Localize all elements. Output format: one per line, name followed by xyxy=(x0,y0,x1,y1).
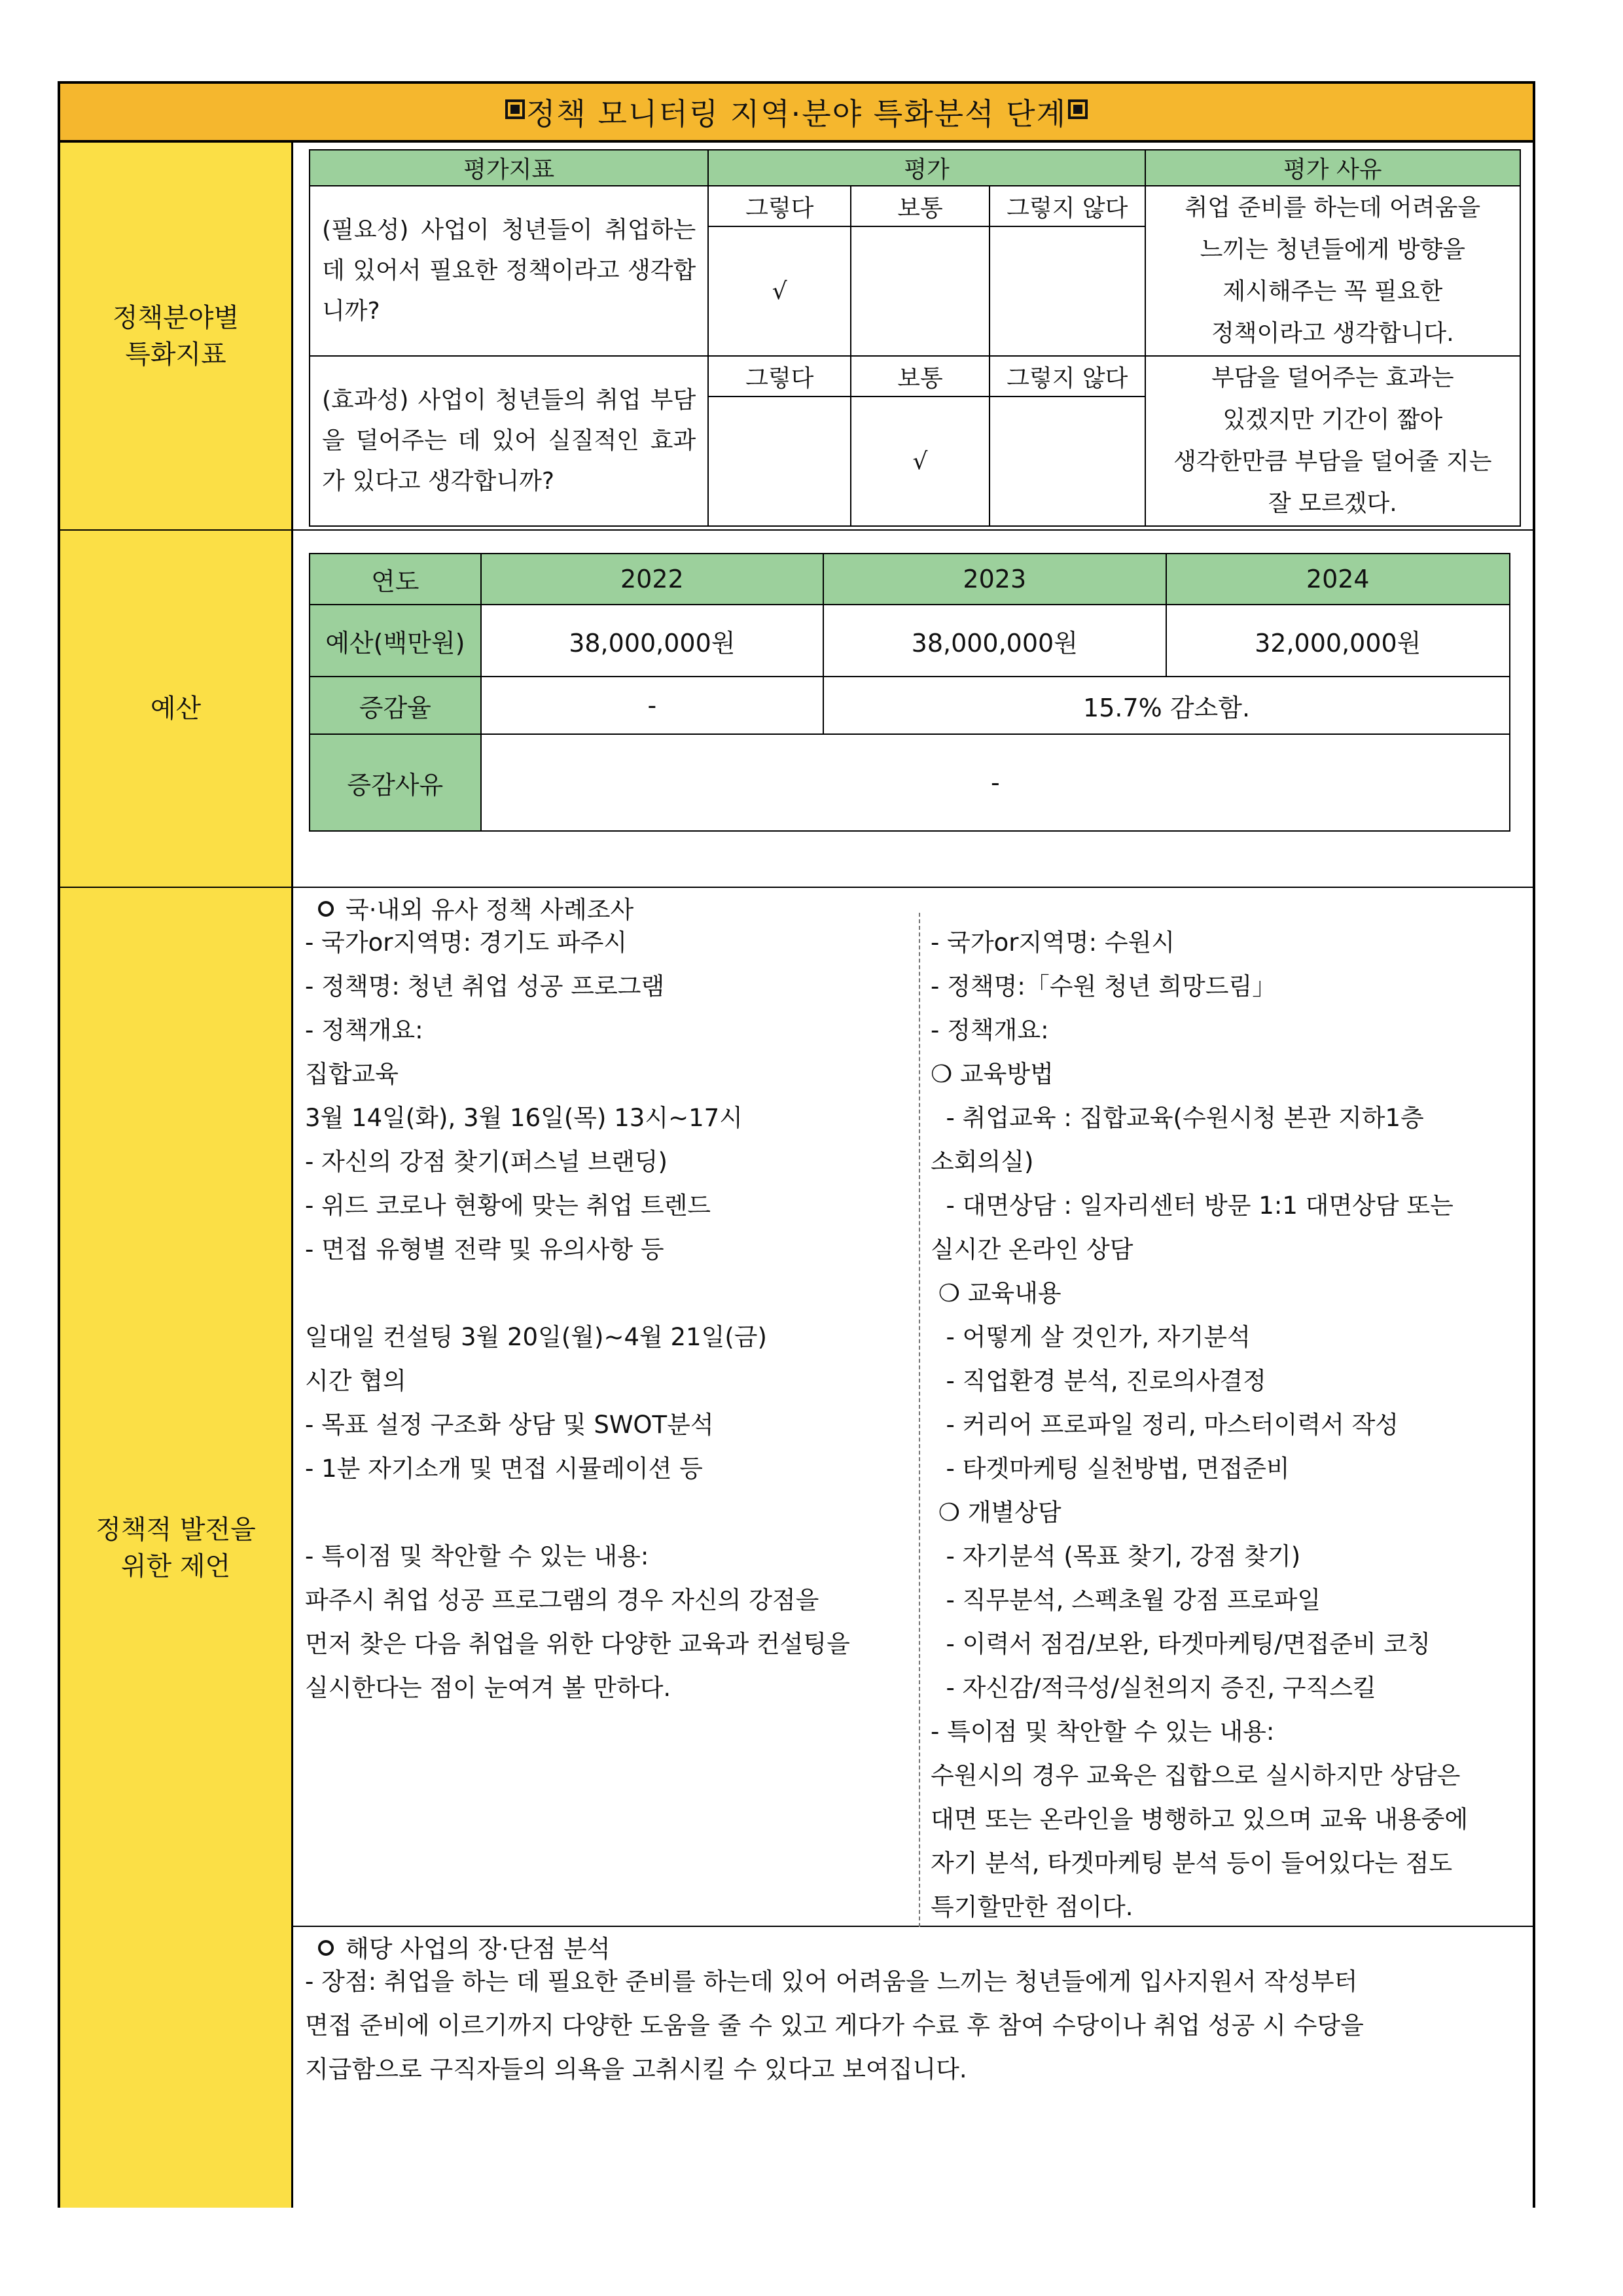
reason-necessity xyxy=(1145,186,1520,356)
square-bullet-icon xyxy=(1068,99,1088,119)
year-2024: 2024 xyxy=(1166,554,1510,605)
case-line: ❍ 개별상담 xyxy=(931,1498,1061,1527)
reason-line: 생각한만큼 부담을 덜어줄 지는 xyxy=(1173,448,1492,475)
section-label-budget xyxy=(58,531,293,888)
case-line: - 국가or지역명: 경기도 파주시 xyxy=(305,928,628,957)
case-right-column xyxy=(931,921,1468,1929)
proscons-line: - 장점: 취업을 하는 데 필요한 준비를 하는데 있어 어려움을 느끼는 청년들에게 입사지원서 작성부터 xyxy=(305,1968,1358,1996)
check-cell xyxy=(990,226,1145,356)
proscons-line: 면접 준비에 이르기까지 다양한 도움을 줄 수 있고 게다가 수료 후 참여 수당이나 취업 성공 시 수당을 xyxy=(305,2011,1364,2040)
case-line: 수원시의 경우 교육은 집합으로 실시하지만 상담은 xyxy=(931,1761,1461,1790)
header-reason: 평가 사유 xyxy=(1145,150,1520,186)
amount-2022: 38,000,000원 xyxy=(481,605,823,677)
rate-first: - xyxy=(481,677,823,734)
option-neutral: 보통 xyxy=(851,186,990,226)
option-no: 그렇지 않다 xyxy=(990,186,1145,226)
case-line: - 대면상담 : 일자리센터 방문 1:1 대면상담 또는 xyxy=(931,1192,1454,1220)
year-2023: 2023 xyxy=(823,554,1166,605)
case-line: - 타겟마케팅 실천방법, 면접준비 xyxy=(931,1455,1290,1483)
header-indicator: 평가지표 xyxy=(310,150,708,186)
case-line: 시간 협의 xyxy=(305,1367,406,1395)
title-text: 정책 모니터링 지역·분야 특화분석 단계 xyxy=(526,96,1067,132)
reason-effectiveness xyxy=(1145,356,1520,526)
check-cell: √ xyxy=(851,397,990,526)
case-line: 파주시 취업 성공 프로그램의 경우 자신의 강점을 xyxy=(305,1586,819,1614)
case-line: 특기할만한 점이다. xyxy=(931,1893,1133,1921)
case-left-column xyxy=(305,921,850,1710)
year-2022: 2022 xyxy=(481,554,823,605)
amount-label: 예산(백만원) xyxy=(310,605,481,677)
case-line: - 면접 유형별 전략 및 유의사항 등 xyxy=(305,1235,664,1263)
case-line: 먼저 찾은 다음 취업을 위한 다양한 교육과 컨설팅을 xyxy=(305,1630,850,1658)
case-line: 실시간 온라인 상담 xyxy=(931,1235,1133,1263)
header-evaluation: 평가 xyxy=(708,150,1145,186)
case-line: - 정책개요: xyxy=(931,1016,1049,1044)
year-label: 연도 xyxy=(310,554,481,605)
case-line: - 위드 코로나 현황에 맞는 취업 트렌드 xyxy=(305,1192,711,1220)
check-cell xyxy=(851,226,990,356)
cases-heading-text: 국·내외 유사 정책 사례조사 xyxy=(346,896,634,924)
proscons-line: 지급함으로 구직자들의 의욕을 고취시킬 수 있다고 보여집니다. xyxy=(305,2055,967,2083)
case-line: - 정책개요: xyxy=(305,1016,423,1044)
case-line: - 직업환경 분석, 진로의사결정 xyxy=(931,1367,1266,1395)
proscons-heading-text: 해당 사업의 장·단점 분석 xyxy=(346,1935,611,1963)
case-line: - 취업교육 : 집합교육(수원시청 본관 지하1층 xyxy=(931,1104,1424,1132)
option-no: 그렇지 않다 xyxy=(990,356,1145,397)
case-line: 대면 또는 온라인을 병행하고 있으며 교육 내용중에 xyxy=(931,1805,1469,1833)
question-effectiveness: (효과성) 사업이 청년들의 취업 부담을 덜어주는 데 있어 실질적인 효과가 있다고 생각합니까? xyxy=(310,356,708,526)
check-cell xyxy=(990,397,1145,526)
case-line: - 이력서 점검/보완, 타겟마케팅/면접준비 코칭 xyxy=(931,1630,1431,1658)
document-title xyxy=(58,81,1535,143)
evaluation-table xyxy=(309,149,1521,527)
section-label-text: 정책분야별 특화지표 xyxy=(112,302,240,370)
case-line: - 커리어 프로파일 정리, 마스터이력서 작성 xyxy=(931,1411,1399,1439)
check-cell xyxy=(708,397,851,526)
proscons-panel xyxy=(293,1927,1535,2208)
case-line xyxy=(305,1491,850,1534)
budget-table xyxy=(309,553,1510,832)
circle-bullet-icon xyxy=(318,901,334,917)
section-label-text: 예산 xyxy=(150,694,202,724)
indicators-panel xyxy=(293,143,1535,531)
section-label-proposal xyxy=(58,888,293,2208)
cases-panel xyxy=(293,888,1535,1927)
case-line: 실시한다는 점이 눈여겨 볼 만하다. xyxy=(305,1674,671,1702)
case-line: 집합교육 xyxy=(305,1060,399,1088)
case-line: - 어떻게 살 것인가, 자기분석 xyxy=(931,1323,1251,1351)
case-line: - 목표 설정 구조화 상담 및 SWOT분석 xyxy=(305,1411,714,1439)
column-divider xyxy=(919,913,920,1927)
reason-line: 제시해주는 꼭 필요한 xyxy=(1222,278,1443,305)
case-line: - 자신감/적극성/실천의지 증진, 구직스킬 xyxy=(931,1674,1376,1702)
section-label-text: 정책적 발전을 위한 제언 xyxy=(96,1514,256,1581)
case-line: 3월 14일(화), 3월 16일(목) 13시~17시 xyxy=(305,1104,743,1132)
reason-line: 느끼는 청년들에게 방향을 xyxy=(1200,236,1466,263)
reason-line: 잘 모르겠다. xyxy=(1268,490,1397,517)
case-line: - 자신의 강점 찾기(퍼스널 브랜딩) xyxy=(305,1148,668,1176)
reason-line: 있겠지만 기간이 짧아 xyxy=(1222,406,1443,433)
option-yes: 그렇다 xyxy=(708,356,851,397)
case-line: - 특이점 및 착안할 수 있는 내용: xyxy=(931,1718,1275,1746)
case-line xyxy=(305,1271,850,1315)
case-line: ❍ 교육방법 xyxy=(931,1060,1054,1088)
case-line: 소회의실) xyxy=(931,1148,1034,1176)
case-line: - 1분 자기소개 및 면접 시뮬레이션 등 xyxy=(305,1455,703,1483)
case-line: - 직무분석, 스펙초월 강점 프로파일 xyxy=(931,1586,1321,1614)
reason-line: 취업 준비를 하는데 어려움을 xyxy=(1185,194,1481,221)
circle-bullet-icon xyxy=(318,1940,334,1956)
case-line: - 자기분석 (목표 찾기, 강점 찾기) xyxy=(931,1542,1301,1570)
case-line: - 정책명: 청년 취업 성공 프로그램 xyxy=(305,972,665,1000)
reason-label: 증감사유 xyxy=(310,734,481,831)
reason-line: 정책이라고 생각합니다. xyxy=(1211,320,1454,347)
check-cell: √ xyxy=(708,226,851,356)
case-line: ❍ 교육내용 xyxy=(931,1279,1061,1307)
amount-2024: 32,000,000원 xyxy=(1166,605,1510,677)
option-neutral: 보통 xyxy=(851,356,990,397)
question-necessity: (필요성) 사업이 청년들이 취업하는데 있어서 필요한 정책이라고 생각합니까? xyxy=(310,186,708,356)
case-line: - 특이점 및 착안할 수 있는 내용: xyxy=(305,1542,649,1570)
case-line: 일대일 컨설팅 3월 20일(월)~4월 21일(금) xyxy=(305,1323,767,1351)
option-yes: 그렇다 xyxy=(708,186,851,226)
reason-line: 부담을 덜어주는 효과는 xyxy=(1211,364,1454,391)
section-label-indicators xyxy=(58,143,293,531)
case-line: 자기 분석, 타겟마케팅 분석 등이 들어있다는 점도 xyxy=(931,1849,1453,1877)
rate-label: 증감율 xyxy=(310,677,481,734)
square-bullet-icon xyxy=(505,99,525,119)
rate-second: 15.7% 감소함. xyxy=(823,677,1510,734)
case-line: - 정책명:「수원 청년 희망드림」 xyxy=(931,972,1277,1000)
reason-value: - xyxy=(481,734,1510,831)
case-line: - 국가or지역명: 수원시 xyxy=(931,928,1175,957)
amount-2023: 38,000,000원 xyxy=(823,605,1166,677)
budget-panel xyxy=(293,531,1535,888)
